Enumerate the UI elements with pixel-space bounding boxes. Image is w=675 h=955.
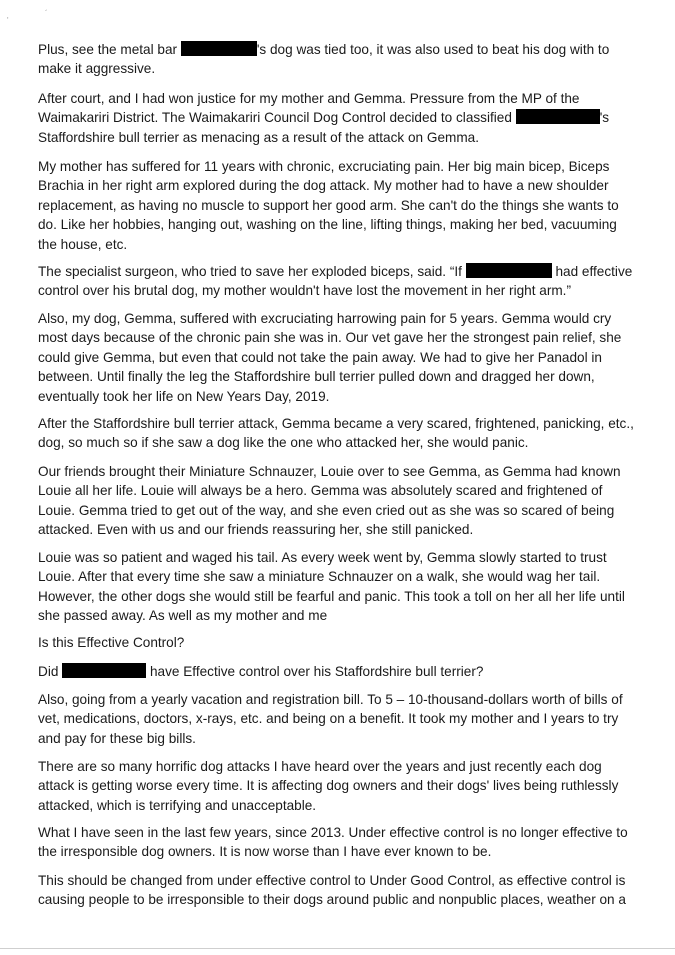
paragraph-text: 's dog was tied too, it was also used to beat his dog with to make it aggressive. xyxy=(38,42,610,77)
paragraph-did-question xyxy=(38,662,638,681)
paragraph-text: had effective control over his brutal dog, my mother wouldn't have lost the movement in her right arm.” xyxy=(38,264,633,299)
paragraph-question: Is this Effective Control? xyxy=(38,635,185,650)
paragraph-surgeon xyxy=(38,262,638,301)
redaction-box xyxy=(466,263,552,278)
redaction-box xyxy=(181,41,257,56)
redaction-box xyxy=(62,663,146,678)
paragraph-text: 's Staffordshire bull terrier as menacing as a result of the attack on Gemma. xyxy=(38,110,610,145)
paragraph-court xyxy=(38,89,638,147)
paragraph-since-2013: What I have seen in the last few years, since 2013. Under effective control is no longer effective to the irresponsible dog owners. It is now worse than I have ever known to be. xyxy=(38,825,628,860)
redaction-box xyxy=(516,109,600,124)
paragraph-text: Did xyxy=(38,664,63,679)
paragraph-text: The specialist surgeon, who tried to save her exploded biceps, said. “If xyxy=(38,264,466,279)
paragraph-attacks: There are so many horrific dog attacks I have heard over the years and just recently each dog attack is getting worse every time. It is affecting dog owners and their dogs' lives being ruthlessly attacked, which is terrifying and unacceptable. xyxy=(38,759,619,813)
paragraph-good-control: This should be changed from under effective control to Under Good Control, as effective control is causing people to be irresponsible to their dogs around public and nonpublic places, weather on a xyxy=(38,873,626,908)
paragraph-bills: Also, going from a yearly vacation and registration bill. To 5 – 10-thousand-dollars worth of bills of vet, medications, doctors, x-rays, etc. and being on a benefit. It took my mother and I years to try and pay for these big bills. xyxy=(38,692,623,746)
paragraph-mother-pain: My mother has suffered for 11 years with chronic, excruciating pain. Her big main bicep, Biceps Brachia in her right arm explored during the dog attack. My mother had to have a new shoulder replacement, as having no muscle to support her good arm. She can't do the things she wants to do. Like her hobbies, hanging out, washing on the line, lifting things, making her bed, vacuuming the house, etc. xyxy=(38,159,619,252)
paragraph-text: have Effective control over his Staffordshire bull terrier? xyxy=(146,664,484,679)
paragraph-after-attack: After the Staffordshire bull terrier attack, Gemma became a very scared, frightened, panicking, etc., dog, so much so if she saw a dog like the one who attacked her, she would panic. xyxy=(38,416,634,451)
paragraph-louie-patient: Louie was so patient and waged his tail. As every week went by, Gemma slowly started to trust Louie. After that every time she saw a miniature Schnauzer on a walk, she would wag her tail. However, the other dogs she would still be fearful and panic. This took a toll on her all her life until she passed away. As well as my mother and me xyxy=(38,550,625,624)
paragraph-gemma-pain: Also, my dog, Gemma, suffered with excruciating harrowing pain for 5 years. Gemma would cry most days because of the chronic pain she was in. Our vet gave her the strongest pain relief, she could give Gemma, but even that could not take the pain away. We had to give her Panadol in between. Until finally the leg the Staffordshire bull terrier pulled down and dragged her down, eventually took her life on New Years Day, 2019. xyxy=(38,311,622,404)
paragraph-text: Plus, see the metal bar xyxy=(38,42,181,57)
paragraph-text: After court, and I had won justice for my mother and Gemma. Pressure from the MP of the Waimakariri District. The Waimakariri Council Dog Control decided to classified xyxy=(38,91,580,126)
paragraph-louie: Our friends brought their Miniature Schnauzer, Louie over to see Gemma, as Gemma had known Louie all her life. Louie will always be a hero. Gemma was absolutely scared and frightened of Louie. Gemma tried to get out of the way, and she even cried out as she was so scared of being attacked. Even with us and our friends reassuring her, she still panicked. xyxy=(38,464,621,538)
page-edge-line xyxy=(0,948,675,949)
paragraph-metal-bar xyxy=(38,40,638,79)
scan-mark: ' xyxy=(7,16,9,25)
scan-mark: ´ xyxy=(45,9,48,18)
